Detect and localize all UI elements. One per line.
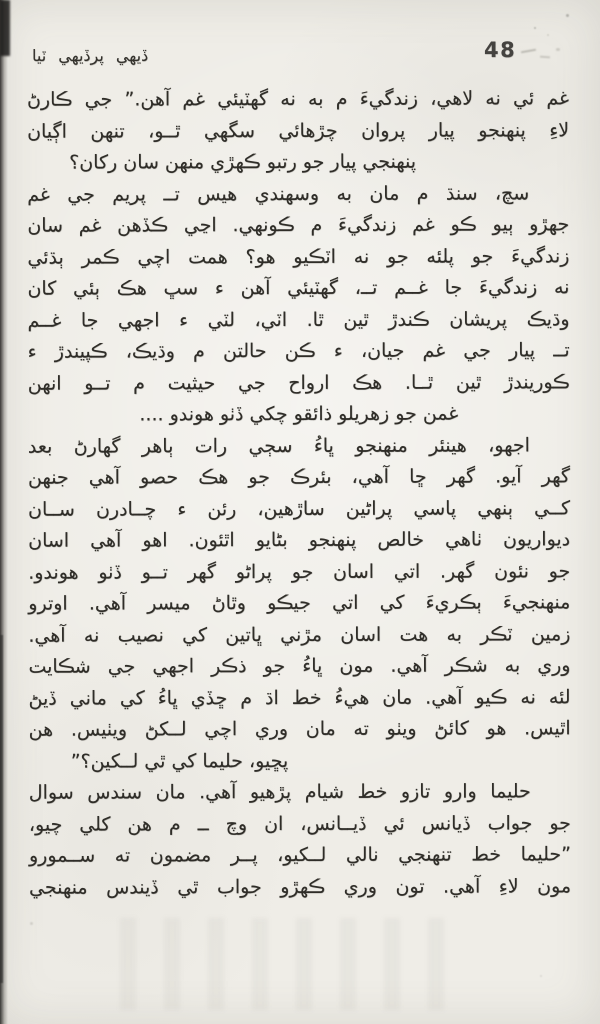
text-line: غم ئي نه لاهي، زندگيءَ م به نه گهٽيئي غم آهن.” جي ڪارڻ [26,87,569,111]
text-line: اٿيس. هو کائڻ ويٺو ته مان وري اچي لــکڻ ويٺيس. هن [28,717,571,741]
text-line: تــ پيار جي غم جيان، ء ڪن حالتن م وڌيڪ، ڪپيندڙ ء [27,339,570,363]
text-line: ديواريون ٺاهي خالص پنهنجو بڻايو اٿئون. اهو آهي اسان [28,528,571,552]
text-line: جهڙو ٻيو ڪو غم زندگيءَ م ڪونهي. اڃي ڪڏهن غم سان [27,213,570,237]
text-line: حليما وارو تازو خط شيام پڙهيو آهي. مان سندس سوال [28,780,531,804]
scan-streaks [120,918,450,1010]
page-number: 48 [484,38,517,62]
text-body [27,83,571,903]
text-line: منهنجيءَ ٻڪريءَ کي اتي جيڪو وٿاڻ ميسر آهي. اوترو [28,591,571,615]
text-line: ”حليما خط تنهنجي نالي لــکيو، پــر مضمون ته ســمورو [28,843,571,867]
text-line: غمن جو زهريلو ذائقو چکي ڏٺو هوندو .... [139,402,459,426]
running-header-title: ڏيهي پرڏيهي ٽيا [32,46,149,65]
ink-smudge [521,49,536,54]
paragraph [29,776,571,903]
paragraph [27,178,570,431]
spine-shadow-lower [0,635,3,983]
text-line: گهر آيو. گهر ڇا آهي، بئرڪ جو هڪ حصو آهي جنهن [27,465,570,489]
text-line: پنهنجي پيار جو رتبو ڪهڙي منهن سان رکان؟ [69,150,417,174]
paragraph [28,430,571,778]
text-line: جو نئون گهر. اتي اسان جو پراڻو گهر تــو ڏٺو هوندو. [28,559,571,584]
paragraph [27,83,569,179]
text-line: وڌيڪ پريشان ڪندڙ ٿين ٿا. اٽي، لٽي ء اجهي جا غــم [27,307,570,332]
scan-speck [547,34,549,36]
text-line: سچ، سنڌ م مان به وسهندي هيس تــ پريم جي غم [27,181,530,206]
text-line: زمين ٽڪر به هت اسان مڙني ڀاتين کي نصيب نه آهي. [28,622,571,647]
scan-speck [566,14,569,17]
text-line: کــي ٻنهي پاسي پراڻين ساڙهين، رئن ء چــادرن ســان [28,496,571,521]
text-line: ڪوريندڙ ٿين ٿــا. هڪ ارواح جي حيثيت م تــو انهن [27,370,570,395]
text-line: پڇيو، حليما کي ٿي لــکين؟” [70,749,289,773]
scan-speck [540,975,542,977]
text-line: لاءِ پنهنجو پيار پروان چڙهائي سگهي ٿــو، تنهن اڳيان [27,118,570,143]
text-line: اجهو، هينئر منهنجو ڀاءُ سڄي رات ٻاهر گهارڻ بعد [27,433,530,458]
scan-speck [30,922,33,925]
text-line: لئه نه ڪيو آهي. مان هيءُ خط اڌ م ڇڏي ڀاءُ کي ماني ڏيڻ [28,685,571,710]
ink-smudge [556,48,560,51]
spine-shadow-top [0,0,10,56]
ink-smudge [540,56,550,59]
text-line: جو جواب ڏيانس ئي ڏيــانس، ان وچ ــ م هن کلي چيو، [28,811,571,836]
text-line: مون لاءِ آهي. تون وري ڪهڙو جواب ٿي ڏيندس منهنجي [29,874,572,899]
text-line: نه زندگيءَ جا غــم تــ، گهٽيئي آهن ء سڀ هڪ ٻئي کان [27,276,570,300]
text-line: زندگيءَ جو پلئه جو نه اٽڪيو هو؟ همت اچي ڪمر ٻڌئي [27,244,570,269]
scan-speck [534,27,536,29]
text-line: وري به شڪر آهي. مون ڀاءُ جو ذڪر اجهي جي شڪايت [28,654,571,678]
